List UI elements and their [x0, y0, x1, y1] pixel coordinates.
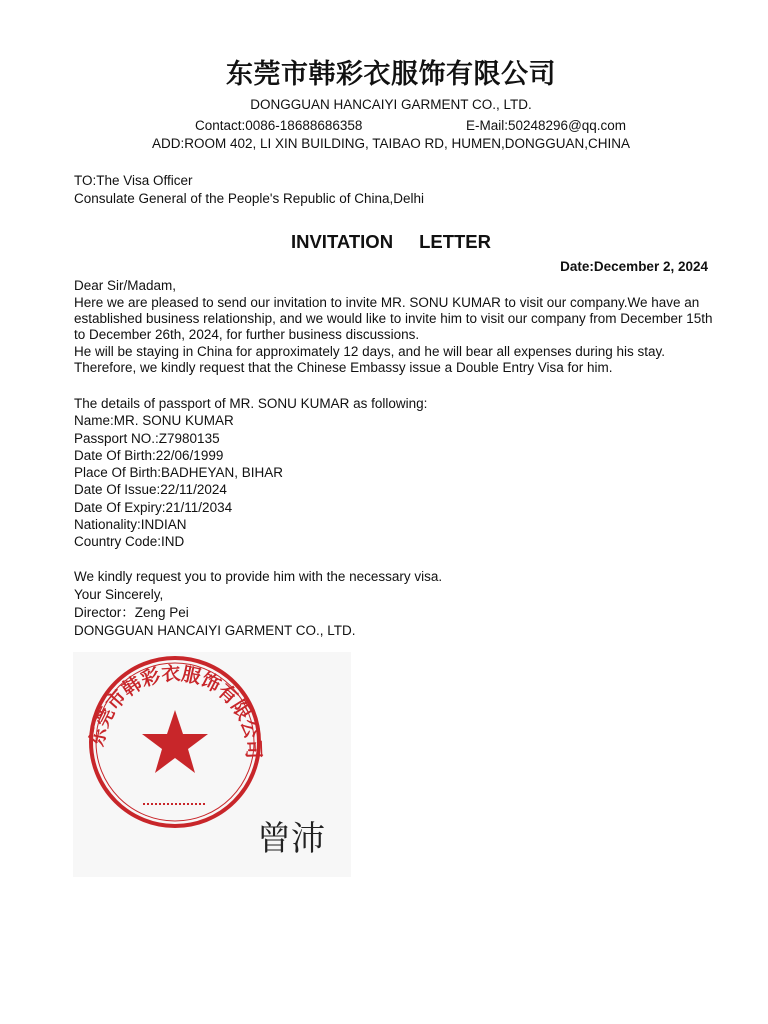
contact-email: E-Mail:50248296@qq.com: [466, 118, 627, 133]
body-paragraph-1: Here we are pleased to send our invitation to invite MR. SONU KUMAR to visit our company.We have an established business relationship, and we would like to invite him to visit our company from December 15th to December 26th, 2024, for further business discussions.: [74, 295, 713, 342]
letter-date: Date:December 2, 2024: [560, 259, 708, 274]
company-name-english: DONGGUAN HANCAIYI GARMENT CO., LTD.: [250, 97, 532, 112]
company-address: ADD:ROOM 402, LI XIN BUILDING, TAIBAO RD, HUMEN,DONGGUAN,CHINA: [151, 136, 631, 151]
passport-number: Passport NO.:Z7980135: [74, 431, 220, 446]
recipient-consulate: Consulate General of the People's Republic of China,Delhi: [74, 191, 425, 206]
passport-place-of-birth: Place Of Birth:BADHEYAN, BIHAR: [74, 465, 284, 480]
passport-date-of-expiry: Date Of Expiry:21/11/2034: [74, 500, 233, 515]
closing-sincerely: Your Sincerely,: [74, 587, 164, 602]
letter-title-word-1: INVITATION: [290, 231, 394, 252]
passport-date-of-birth: Date Of Birth:22/06/1999: [74, 448, 224, 463]
company-seal-and-signature: [73, 652, 351, 877]
contact-phone: Contact:0086-18688686358: [195, 118, 363, 133]
passport-intro: The details of passport of MR. SONU KUMAR as following:: [74, 396, 428, 411]
salutation: Dear Sir/Madam,: [74, 278, 177, 293]
svg-text:东莞市韩彩衣服饰有限公司: 东莞市韩彩衣服饰有限公司: [85, 662, 265, 760]
passport-name: Name:MR. SONU KUMAR: [74, 413, 234, 428]
director-signature: 曾沛: [257, 819, 325, 859]
letter-title-word-2: LETTER: [419, 231, 492, 252]
closing-company: DONGGUAN HANCAIYI GARMENT CO., LTD.: [74, 623, 356, 638]
company-seal-icon: [73, 652, 351, 877]
recipient-to: TO:The Visa Officer: [74, 173, 193, 188]
passport-date-of-issue: Date Of Issue:22/11/2024: [74, 482, 227, 497]
closing-request: We kindly request you to provide him with the necessary visa.: [74, 569, 443, 584]
passport-country-code: Country Code:IND: [74, 534, 185, 549]
closing-director: Director：Zeng Pei: [74, 605, 189, 620]
body-paragraph-2: He will be staying in China for approximately 12 days, and he will bear all expenses during his stay. Therefore, we kindly request that the Chinese Embassy issue a Double Entry Visa for him.: [74, 344, 666, 375]
letter-title: [0, 231, 768, 253]
company-name-chinese: 东莞市韩彩衣服饰有限公司: [226, 59, 556, 90]
passport-nationality: Nationality:INDIAN: [74, 517, 187, 532]
